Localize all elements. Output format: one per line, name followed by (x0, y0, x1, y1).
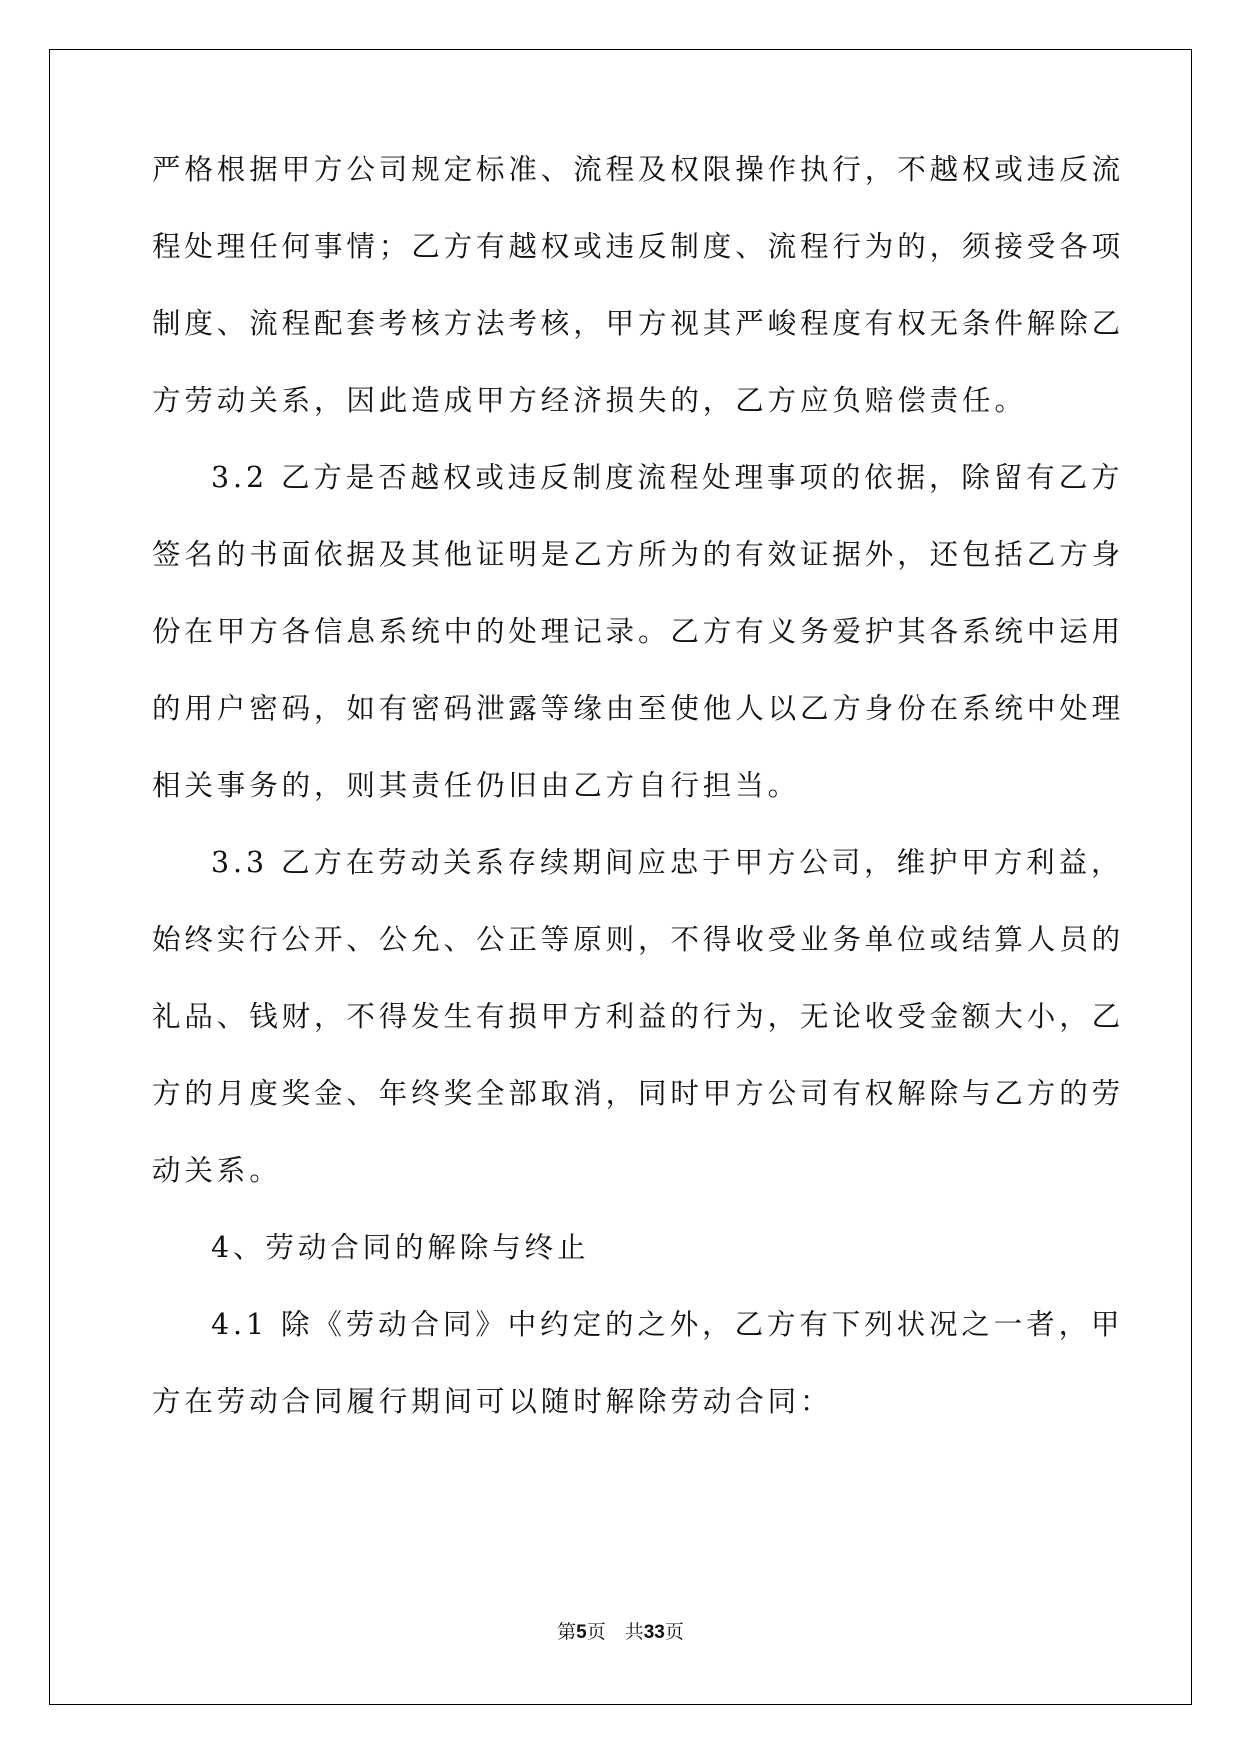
text-line: 礼品、钱财，不得发生有损甲方利益的行为，无论收受金额大小，乙 (152, 1000, 1125, 1033)
footer-suffix: 页 (664, 1621, 684, 1643)
text-line: 程处理任何事情；乙方有越权或违反制度、流程行为的，须接受各项 (152, 230, 1125, 263)
text-line: 动关系。 (152, 1154, 282, 1187)
section-heading: 4、劳动合同的解除与终止 (211, 1231, 590, 1264)
total-page-count: 33 (643, 1622, 665, 1643)
text-line: 签名的书面依据及其他证明是乙方所为的有效证据外，还包括乙方身 (152, 538, 1125, 571)
footer-middle: 页 共 (586, 1621, 644, 1643)
current-page-number: 5 (576, 1622, 587, 1643)
text-line: 制度、流程配套考核方法考核，甲方视其严峻程度有权无条件解除乙 (152, 307, 1125, 340)
text-line: 4.1 除《劳动合同》中约定的之外，乙方有下列状况之一者，甲 (211, 1308, 1124, 1341)
text-line: 份在甲方各信息系统中的处理记录。乙方有义务爱护其各系统中运用 (152, 615, 1125, 648)
text-line: 的用户密码，如有密码泄露等缘由至使他人以乙方身份在系统中处理 (152, 692, 1125, 725)
text-line: 严格根据甲方公司规定标准、流程及权限操作执行，不越权或违反流 (152, 153, 1125, 186)
text-line: 方的月度奖金、年终奖全部取消，同时甲方公司有权解除与乙方的劳 (152, 1077, 1125, 1110)
text-line: 3.2 乙方是否越权或违反制度流程处理事项的依据，除留有乙方 (211, 461, 1124, 494)
text-line: 方在劳动合同履行期间可以随时解除劳动合同： (152, 1385, 833, 1418)
page-footer (0, 1620, 1241, 1645)
text-line: 相关事务的，则其责任仍旧由乙方自行担当。 (152, 769, 801, 802)
text-line: 方劳动关系，因此造成甲方经济损失的，乙方应负赔偿责任。 (152, 384, 1027, 417)
text-line: 3.3 乙方在劳动关系存续期间应忠于甲方公司，维护甲方利益， (211, 846, 1124, 879)
footer-prefix: 第 (557, 1621, 577, 1643)
text-line: 始终实行公开、公允、公正等原则，不得收受业务单位或结算人员的 (152, 923, 1125, 956)
